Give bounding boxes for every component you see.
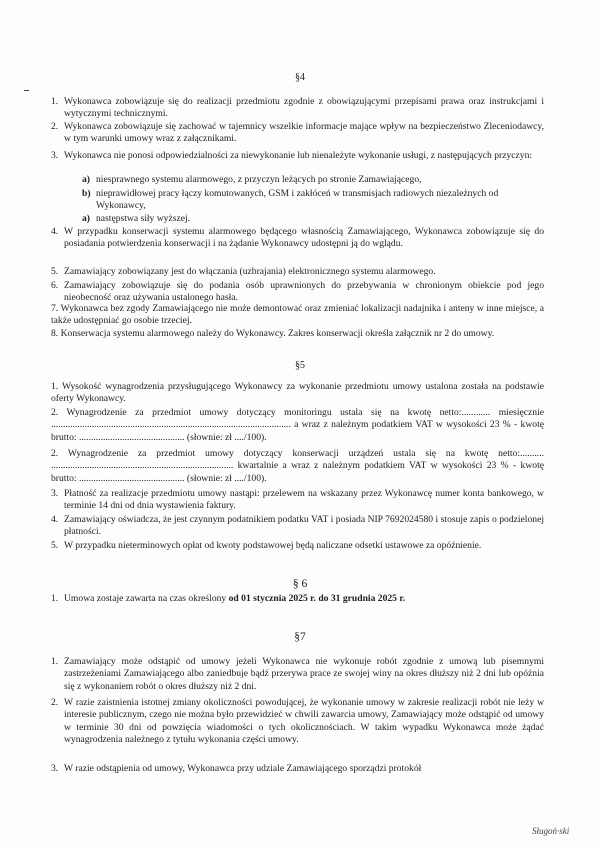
s4-item-6: [51, 280, 544, 305]
item-number: 6.: [51, 280, 59, 291]
item-text: Zamawiający zobowiązany jest do włączania (uzbrajania) elektronicznego systemu alarmowego.: [64, 266, 436, 277]
item-number: 4.: [51, 226, 59, 237]
item-letter: a): [82, 213, 90, 224]
item-text: W przypadku konserwacji systemu alarmowego będącego własnością Zamawiającego, Wykonawca zobowiązuje się do posiadania potwierdzenia konserwacji i na żądanie Wykonawcy udostępni ją do wglądu.: [64, 226, 544, 250]
item-letter: b): [82, 188, 91, 199]
item-number: 1.: [51, 593, 59, 604]
handwritten-signature: Sługoń·ski: [532, 826, 570, 836]
s4-item-8: 8. Konserwacja systemu alarmowego należy do Wykonawcy. Zakres konserwacji określa załącznik nr 2 do umowy.: [51, 328, 495, 339]
item-text: W razie odstąpienia od umowy, Wykonawca przy udziale Zamawiającego sporządzi protokół: [64, 763, 422, 774]
s4-item-1: [51, 96, 544, 121]
s5-item-5: [51, 540, 544, 552]
item-number: 3.: [51, 150, 59, 161]
item-text: Płatność za realizacje przedmiotu umowy nastąpi: przelewem na wskazany przez Wykonawcę numer konta bankowego, w terminie 14 dni od dnia wystawienia faktury.: [64, 488, 544, 512]
item-number: 2.: [51, 121, 59, 132]
s5-item-4: [51, 514, 544, 539]
item-text: niesprawnego systemu alarmowego, z przyczyn leżących po stronie Zamawiającego,: [96, 174, 422, 185]
s7-item-3: [51, 763, 544, 775]
section-heading-6: § 6: [292, 578, 308, 590]
item-number: 3.: [51, 488, 59, 499]
s4-item-5: [51, 266, 544, 278]
item-text: Wykonawca zobowiązuje się zachować w tajemnicy wszelkie informacje mające wpływ na bezpieczeństwo Zleceniodawcy, w tym warunki umowy wraz z załącznikami.: [64, 121, 544, 145]
s5-item-2b: 2. Wynagrodzenie za przedmiot umowy dotyczący konserwacji urządzeń ustala się na kwotę netto:.......... ............................................................................ kwartalnie a wraz z należnym podatkiem VAT w wysokości 23 % - kwotę brutto: ............................................ (słownie: zł ..../100).: [51, 448, 544, 484]
item-text: nieprawidłowej pracy łączy komutowanych, GSM i zakłóceń w transmisjach radiowych niezależnych od Wykonawcy,: [96, 188, 499, 212]
item-text: Umowa zostaje zawarta na czas określony: [64, 593, 229, 604]
item-text: W przypadku nieterminowych opłat od kwoty podstawowej będą naliczane odsetki ustawowe za opóźnienie.: [64, 540, 482, 551]
item-number: 3.: [51, 763, 59, 774]
s4-item-7: 7. Wykonawca bez zgody Zamawiającego nie może demontować oraz zmieniać lokalizacji nadajnika i anteny w inne miejsce, a także udostępniać go osobie trzeciej.: [51, 303, 544, 327]
s5-item-3: [51, 488, 544, 513]
item-text: Zamawiający zobowiązuje się do podania osób uprawnionych do przebywania w chronionym obiekcie pod jego nieobecność oraz używania ustalonego hasła.: [64, 280, 544, 304]
item-text: Wykonawca zobowiązuje się do realizacji przedmiotu zgodnie z obowiązującymi przepisami prawa oraz instrukcjami i wytycznymi technicznymi.: [64, 96, 544, 120]
item-number: 4.: [51, 514, 59, 525]
item-text: następstwa siły wyższej.: [96, 213, 191, 224]
contract-period: od 01 stycznia 2025 r. do 31 grudnia 2025 r.: [228, 593, 406, 604]
s4-item-2: [51, 121, 544, 146]
item-text: Zamawiający oświadcza, że jest czynnym podatnikiem podatku VAT i posiada NIP 7692024580 i stosuje zapis o podzielonej płatności.: [64, 514, 544, 538]
item-number: 5.: [51, 540, 59, 551]
s4-item-3c: [82, 213, 544, 225]
item-text: Zamawiający może odstąpić od umowy jeżeli Wykonawca nie wykonuje robót zgodnie z umową lub pisemnymi zastrzeżeniami Zamawiającego albo zaniedbuje bądź przerywa prace ze swojej winy na okres dłuższy niż 2 dni lub opóźnia się z wykonaniem robót o okres dłuższy niż 2 dni.: [64, 656, 544, 692]
item-number: 2.: [51, 697, 59, 708]
s7-item-1: [51, 656, 544, 693]
item-letter: a): [82, 174, 90, 185]
s4-item-3b: [82, 188, 544, 213]
s4-item-4: [51, 226, 544, 251]
section-heading-4: §4: [295, 72, 305, 83]
s4-item-3: [51, 150, 544, 162]
item-number: 1.: [51, 656, 59, 667]
s5-item-1: 1. Wysokość wynagrodzenia przysługującego Wykonawcy za wykonanie przedmiotu umowy ustalona została na podstawie oferty Wykonawcy.: [51, 381, 544, 405]
s7-item-2: [51, 697, 544, 747]
item-number: 1.: [51, 96, 59, 107]
margin-mark: [24, 90, 29, 91]
s5-item-2: 2. Wynagrodzenie za przedmiot umowy dotyczący monitoringu ustala się na kwotę netto:............ miesięcznie .................................................................................................... a wraz z należnym podatkiem VAT w wysokości 23 % - kwotę brutto: ............................................ (słownie: zł ..../100).: [51, 407, 544, 443]
section-heading-5: §5: [295, 360, 305, 371]
s6-item-1: [51, 593, 544, 605]
item-number: 5.: [51, 266, 59, 277]
s4-item-3a: [82, 174, 544, 186]
item-text: W razie zaistnienia istotnej zmiany okoliczności powodującej, że wykonanie umowy w zakresie realizacji robót nie leży w interesie publicznym, czego nie można było przewidzieć w chwili zawarcia umowy, Zamawiający może odstąpić od umowy w terminie 30 dni od powzięcia wiadomości o tych okolicznościach. W takim wypadku Wykonawca może żądać wynagrodzenia należnego z tytułu wykonania części umowy.: [64, 697, 544, 746]
item-text: Wykonawca nie ponosi odpowiedzialności za niewykonanie lub nienależyte wykonanie usługi, z następujących przyczyn:: [64, 150, 533, 161]
section-heading-7: §7: [294, 631, 306, 643]
